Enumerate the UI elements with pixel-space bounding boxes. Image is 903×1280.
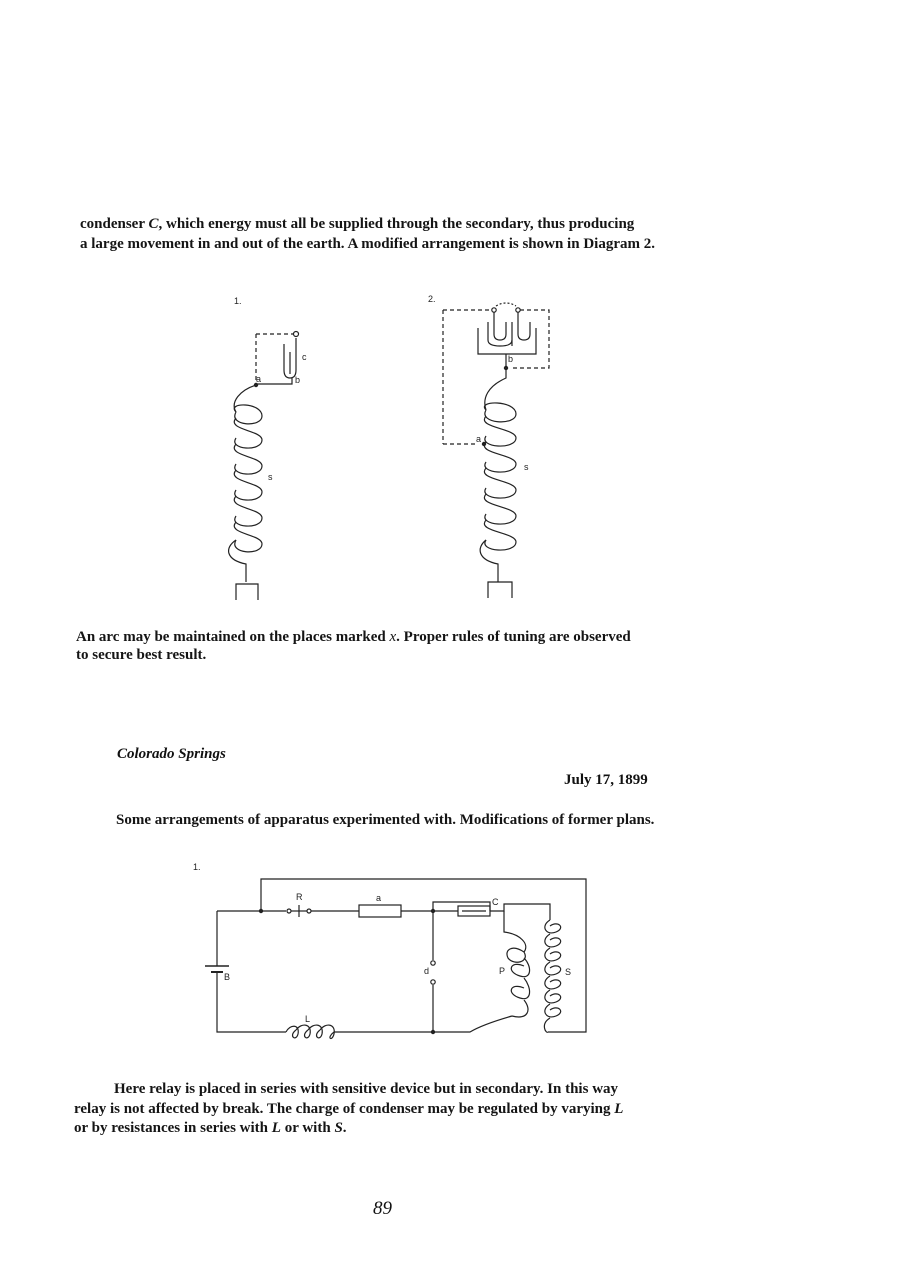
text: , which energy must all be supplied through the secondary, thus producing (158, 216, 635, 232)
text: . Proper rules of tuning are observed (396, 629, 631, 645)
page-number: 89 (373, 1198, 392, 1219)
label-s-d2: s (524, 462, 529, 472)
text: or with (280, 1120, 335, 1136)
text: or by resistances in series with (74, 1120, 272, 1136)
label-L: L (305, 1014, 311, 1024)
text: An arc may be maintained on the places marked (76, 629, 390, 645)
figure-2-number: 1. (193, 862, 201, 872)
paragraph-3-line-2 (74, 1099, 623, 1119)
label-a: a (376, 893, 382, 903)
label-R: R (296, 892, 303, 902)
symbol-x: x (389, 629, 397, 645)
diagram-1-number: 1. (234, 296, 242, 306)
label-b-d1: b (295, 375, 301, 385)
paragraph-2-line-2: to secure best result. (76, 647, 207, 663)
label-C: C (492, 897, 499, 907)
text: . (342, 1120, 347, 1136)
label-a-d2: a (476, 434, 482, 444)
label-P: P (499, 966, 506, 976)
paragraph-3-line-3 (74, 1118, 347, 1138)
symbol-L: L (271, 1120, 281, 1136)
text: relay is not affected by break. The charge of condenser may be regulated by varying (74, 1101, 615, 1117)
text: condenser (80, 216, 149, 232)
symbol-S: S (334, 1120, 343, 1136)
diagram-2-number: 2. (428, 294, 436, 304)
paragraph-3-line-1: Here relay is placed in series with sensitive device but in secondary. In this way (114, 1081, 619, 1097)
label-d: d (424, 966, 430, 976)
intro-line: Some arrangements of apparatus experimented with. Modifications of former plans. (116, 812, 655, 828)
label-c: c (302, 352, 307, 362)
paragraph-1-line-2: a large movement in and out of the earth. A modified arrangement is shown in Diagram 2. (80, 236, 655, 252)
place-heading: Colorado Springs (117, 746, 226, 762)
date-heading: July 17, 1899 (564, 772, 648, 788)
label-a-d1: a (256, 374, 262, 384)
label-B: B (224, 972, 231, 982)
label-s-d1: s (268, 472, 273, 482)
symbol-L: L (614, 1101, 624, 1117)
label-S: S (565, 967, 572, 977)
symbol-c: C (148, 216, 159, 232)
label-b-d2: b (508, 354, 514, 364)
